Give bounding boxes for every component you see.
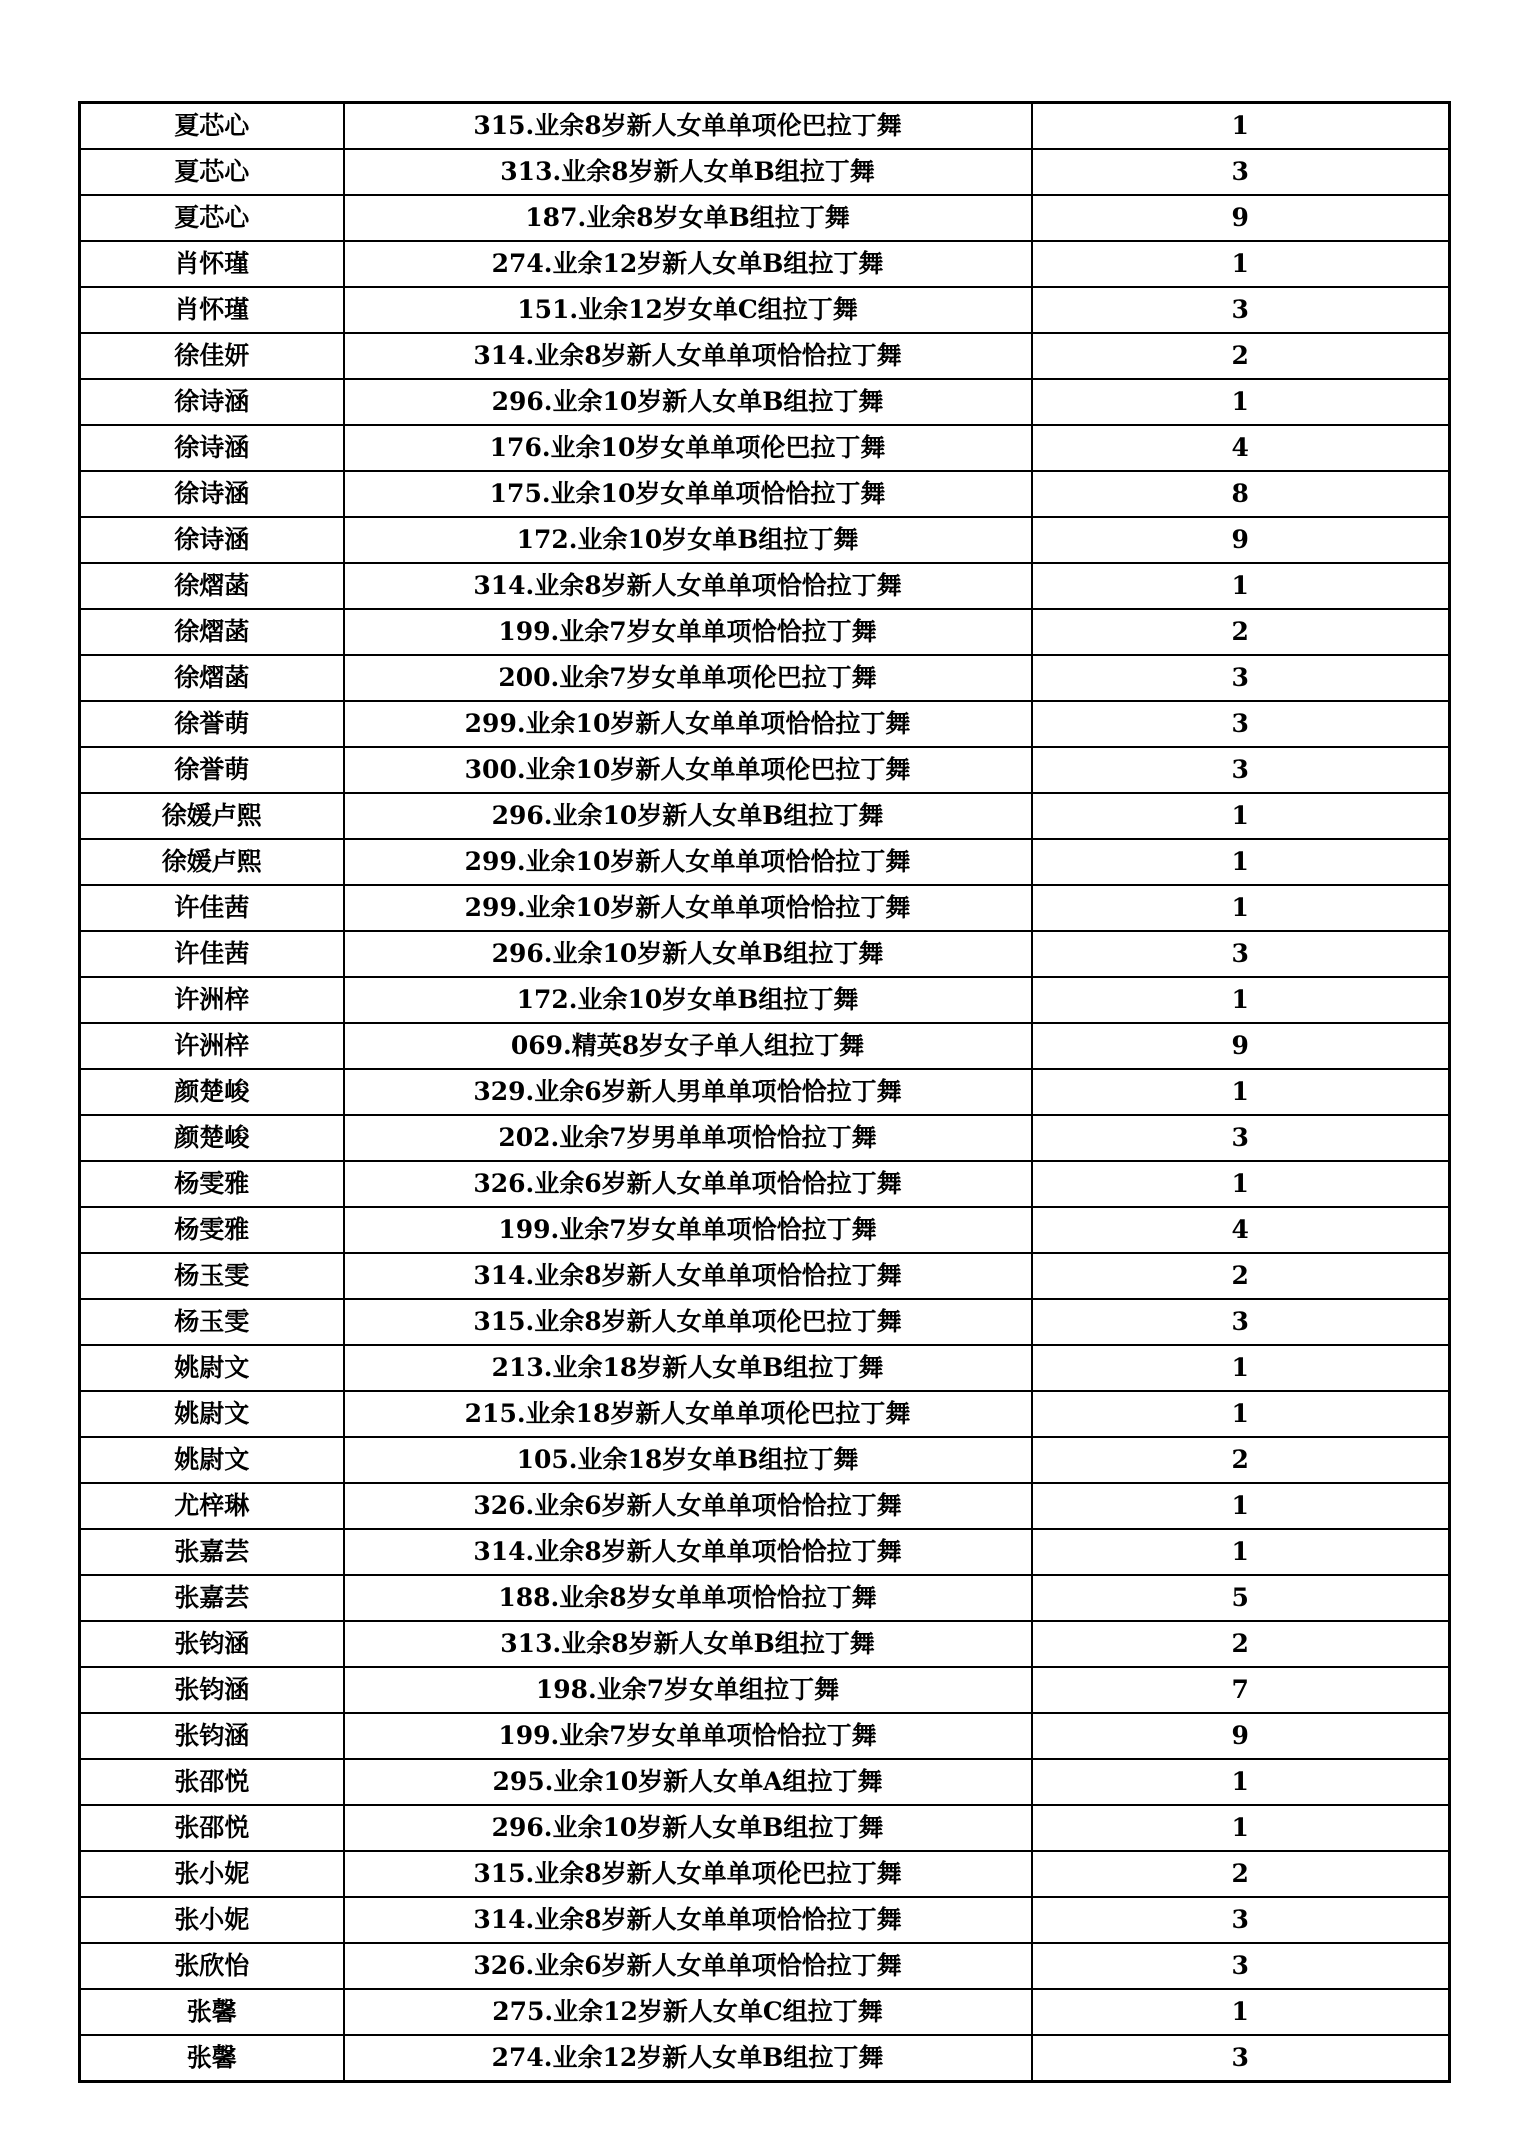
table-row: [80, 287, 1450, 333]
rank-cell: 4: [1032, 1207, 1450, 1253]
athlete-name-cell: 徐媛卢熙: [80, 839, 344, 885]
event-name-cell: 313.业余8岁新人女单B组拉丁舞: [344, 149, 1032, 195]
table-row: [80, 1575, 1450, 1621]
athlete-name-cell: 徐诗涵: [80, 379, 344, 425]
rank-cell: 9: [1032, 1023, 1450, 1069]
rank-cell: 1: [1032, 977, 1450, 1023]
table-row: [80, 2035, 1450, 2082]
table-row: [80, 1851, 1450, 1897]
athlete-name-cell: 杨玉雯: [80, 1299, 344, 1345]
event-name-cell: 274.业余12岁新人女单B组拉丁舞: [344, 2035, 1032, 2082]
table-row: [80, 793, 1450, 839]
rank-cell: 9: [1032, 1713, 1450, 1759]
table-row: [80, 1161, 1450, 1207]
table-row: [80, 747, 1450, 793]
rank-cell: 1: [1032, 1989, 1450, 2035]
table-row: [80, 609, 1450, 655]
event-name-cell: 315.业余8岁新人女单单项伦巴拉丁舞: [344, 1299, 1032, 1345]
event-name-cell: 315.业余8岁新人女单单项伦巴拉丁舞: [344, 1851, 1032, 1897]
rank-cell: 3: [1032, 287, 1450, 333]
table-row: [80, 701, 1450, 747]
athlete-name-cell: 张钧涵: [80, 1713, 344, 1759]
table-row: [80, 1115, 1450, 1161]
athlete-name-cell: 徐熠菡: [80, 655, 344, 701]
table-row: [80, 885, 1450, 931]
athlete-name-cell: 夏芯心: [80, 149, 344, 195]
event-name-cell: 296.业余10岁新人女单B组拉丁舞: [344, 379, 1032, 425]
table-row: [80, 931, 1450, 977]
athlete-name-cell: 徐媛卢熙: [80, 793, 344, 839]
athlete-name-cell: 徐熠菡: [80, 563, 344, 609]
athlete-name-cell: 张邵悦: [80, 1805, 344, 1851]
table-row: [80, 1391, 1450, 1437]
table-row: [80, 1805, 1450, 1851]
rank-cell: 1: [1032, 1529, 1450, 1575]
athlete-name-cell: 徐佳妍: [80, 333, 344, 379]
rank-cell: 3: [1032, 2035, 1450, 2082]
athlete-name-cell: 徐诗涵: [80, 425, 344, 471]
athlete-name-cell: 许佳茜: [80, 931, 344, 977]
results-table: [78, 101, 1451, 2083]
rank-cell: 2: [1032, 1621, 1450, 1667]
athlete-name-cell: 徐诗涵: [80, 517, 344, 563]
table-row: [80, 379, 1450, 425]
athlete-name-cell: 杨玉雯: [80, 1253, 344, 1299]
rank-cell: 2: [1032, 1437, 1450, 1483]
event-name-cell: 151.业余12岁女单C组拉丁舞: [344, 287, 1032, 333]
event-name-cell: 199.业余7岁女单单项恰恰拉丁舞: [344, 1207, 1032, 1253]
table-row: [80, 149, 1450, 195]
athlete-name-cell: 肖怀瑾: [80, 287, 344, 333]
athlete-name-cell: 徐誉萌: [80, 701, 344, 747]
rank-cell: 1: [1032, 1805, 1450, 1851]
athlete-name-cell: 张邵悦: [80, 1759, 344, 1805]
event-name-cell: 296.业余10岁新人女单B组拉丁舞: [344, 1805, 1032, 1851]
table-row: [80, 1253, 1450, 1299]
table-row: [80, 1943, 1450, 1989]
event-name-cell: 200.业余7岁女单单项伦巴拉丁舞: [344, 655, 1032, 701]
event-name-cell: 172.业余10岁女单B组拉丁舞: [344, 977, 1032, 1023]
rank-cell: 3: [1032, 1115, 1450, 1161]
event-name-cell: 326.业余6岁新人女单单项恰恰拉丁舞: [344, 1943, 1032, 1989]
table-row: [80, 977, 1450, 1023]
athlete-name-cell: 张钧涵: [80, 1621, 344, 1667]
athlete-name-cell: 徐熠菡: [80, 609, 344, 655]
table-row: [80, 839, 1450, 885]
table-row: [80, 333, 1450, 379]
event-name-cell: 274.业余12岁新人女单B组拉丁舞: [344, 241, 1032, 287]
table-row: [80, 195, 1450, 241]
rank-cell: 3: [1032, 931, 1450, 977]
rank-cell: 3: [1032, 1299, 1450, 1345]
event-name-cell: 299.业余10岁新人女单单项恰恰拉丁舞: [344, 701, 1032, 747]
table-row: [80, 1989, 1450, 2035]
event-name-cell: 315.业余8岁新人女单单项伦巴拉丁舞: [344, 103, 1032, 150]
rank-cell: 8: [1032, 471, 1450, 517]
rank-cell: 2: [1032, 1253, 1450, 1299]
rank-cell: 3: [1032, 149, 1450, 195]
rank-cell: 3: [1032, 1943, 1450, 1989]
athlete-name-cell: 尤梓琳: [80, 1483, 344, 1529]
event-name-cell: 176.业余10岁女单单项伦巴拉丁舞: [344, 425, 1032, 471]
rank-cell: 3: [1032, 747, 1450, 793]
event-name-cell: 069.精英8岁女子单人组拉丁舞: [344, 1023, 1032, 1069]
event-name-cell: 300.业余10岁新人女单单项伦巴拉丁舞: [344, 747, 1032, 793]
rank-cell: 2: [1032, 1851, 1450, 1897]
event-name-cell: 199.业余7岁女单单项恰恰拉丁舞: [344, 1713, 1032, 1759]
athlete-name-cell: 姚尉文: [80, 1391, 344, 1437]
rank-cell: 3: [1032, 701, 1450, 747]
athlete-name-cell: 姚尉文: [80, 1345, 344, 1391]
table-row: [80, 1023, 1450, 1069]
rank-cell: 9: [1032, 517, 1450, 563]
event-name-cell: 175.业余10岁女单单项恰恰拉丁舞: [344, 471, 1032, 517]
athlete-name-cell: 张馨: [80, 1989, 344, 2035]
table-row: [80, 241, 1450, 287]
table-row: [80, 1069, 1450, 1115]
athlete-name-cell: 许佳茜: [80, 885, 344, 931]
event-name-cell: 329.业余6岁新人男单单项恰恰拉丁舞: [344, 1069, 1032, 1115]
table-row: [80, 425, 1450, 471]
event-name-cell: 198.业余7岁女单组拉丁舞: [344, 1667, 1032, 1713]
athlete-name-cell: 肖怀瑾: [80, 241, 344, 287]
table-row: [80, 1207, 1450, 1253]
event-name-cell: 275.业余12岁新人女单C组拉丁舞: [344, 1989, 1032, 2035]
athlete-name-cell: 杨雯雅: [80, 1207, 344, 1253]
event-name-cell: 314.业余8岁新人女单单项恰恰拉丁舞: [344, 1253, 1032, 1299]
athlete-name-cell: 张欣怡: [80, 1943, 344, 1989]
rank-cell: 1: [1032, 885, 1450, 931]
table-row: [80, 655, 1450, 701]
athlete-name-cell: 夏芯心: [80, 103, 344, 150]
event-name-cell: 188.业余8岁女单单项恰恰拉丁舞: [344, 1575, 1032, 1621]
rank-cell: 1: [1032, 839, 1450, 885]
rank-cell: 1: [1032, 241, 1450, 287]
rank-cell: 1: [1032, 1759, 1450, 1805]
event-name-cell: 314.业余8岁新人女单单项恰恰拉丁舞: [344, 1529, 1032, 1575]
athlete-name-cell: 许洲梓: [80, 977, 344, 1023]
rank-cell: 1: [1032, 103, 1450, 150]
event-name-cell: 299.业余10岁新人女单单项恰恰拉丁舞: [344, 839, 1032, 885]
athlete-name-cell: 张小妮: [80, 1851, 344, 1897]
athlete-name-cell: 张嘉芸: [80, 1529, 344, 1575]
rank-cell: 5: [1032, 1575, 1450, 1621]
rank-cell: 4: [1032, 425, 1450, 471]
athlete-name-cell: 徐誉萌: [80, 747, 344, 793]
event-name-cell: 313.业余8岁新人女单B组拉丁舞: [344, 1621, 1032, 1667]
event-name-cell: 314.业余8岁新人女单单项恰恰拉丁舞: [344, 1897, 1032, 1943]
event-name-cell: 213.业余18岁新人女单B组拉丁舞: [344, 1345, 1032, 1391]
rank-cell: 7: [1032, 1667, 1450, 1713]
table-row: [80, 1759, 1450, 1805]
event-name-cell: 314.业余8岁新人女单单项恰恰拉丁舞: [344, 333, 1032, 379]
table-row: [80, 1345, 1450, 1391]
event-name-cell: 215.业余18岁新人女单单项伦巴拉丁舞: [344, 1391, 1032, 1437]
table-row: [80, 1897, 1450, 1943]
event-name-cell: 326.业余6岁新人女单单项恰恰拉丁舞: [344, 1483, 1032, 1529]
athlete-name-cell: 颜楚峻: [80, 1115, 344, 1161]
rank-cell: 1: [1032, 1161, 1450, 1207]
rank-cell: 1: [1032, 793, 1450, 839]
rank-cell: 1: [1032, 563, 1450, 609]
athlete-name-cell: 颜楚峻: [80, 1069, 344, 1115]
rank-cell: 1: [1032, 1069, 1450, 1115]
table-row: [80, 1621, 1450, 1667]
athlete-name-cell: 夏芯心: [80, 195, 344, 241]
rank-cell: 1: [1032, 1483, 1450, 1529]
athlete-name-cell: 徐诗涵: [80, 471, 344, 517]
table-row: [80, 1667, 1450, 1713]
table-row: [80, 1713, 1450, 1759]
athlete-name-cell: 杨雯雅: [80, 1161, 344, 1207]
rank-cell: 2: [1032, 609, 1450, 655]
rank-cell: 2: [1032, 333, 1450, 379]
athlete-name-cell: 许洲梓: [80, 1023, 344, 1069]
event-name-cell: 296.业余10岁新人女单B组拉丁舞: [344, 931, 1032, 977]
athlete-name-cell: 姚尉文: [80, 1437, 344, 1483]
event-name-cell: 296.业余10岁新人女单B组拉丁舞: [344, 793, 1032, 839]
results-table-body: [80, 103, 1450, 2082]
table-row: [80, 1483, 1450, 1529]
table-row: [80, 1299, 1450, 1345]
table-row: [80, 517, 1450, 563]
event-name-cell: 314.业余8岁新人女单单项恰恰拉丁舞: [344, 563, 1032, 609]
athlete-name-cell: 张嘉芸: [80, 1575, 344, 1621]
event-name-cell: 172.业余10岁女单B组拉丁舞: [344, 517, 1032, 563]
event-name-cell: 326.业余6岁新人女单单项恰恰拉丁舞: [344, 1161, 1032, 1207]
athlete-name-cell: 张馨: [80, 2035, 344, 2082]
event-name-cell: 202.业余7岁男单单项恰恰拉丁舞: [344, 1115, 1032, 1161]
event-name-cell: 295.业余10岁新人女单A组拉丁舞: [344, 1759, 1032, 1805]
event-name-cell: 187.业余8岁女单B组拉丁舞: [344, 195, 1032, 241]
event-name-cell: 199.业余7岁女单单项恰恰拉丁舞: [344, 609, 1032, 655]
rank-cell: 3: [1032, 655, 1450, 701]
table-row: [80, 1529, 1450, 1575]
rank-cell: 3: [1032, 1897, 1450, 1943]
rank-cell: 9: [1032, 195, 1450, 241]
rank-cell: 1: [1032, 1391, 1450, 1437]
table-row: [80, 1437, 1450, 1483]
table-row: [80, 563, 1450, 609]
athlete-name-cell: 张小妮: [80, 1897, 344, 1943]
event-name-cell: 105.业余18岁女单B组拉丁舞: [344, 1437, 1032, 1483]
rank-cell: 1: [1032, 379, 1450, 425]
table-row: [80, 471, 1450, 517]
rank-cell: 1: [1032, 1345, 1450, 1391]
athlete-name-cell: 张钧涵: [80, 1667, 344, 1713]
event-name-cell: 299.业余10岁新人女单单项恰恰拉丁舞: [344, 885, 1032, 931]
table-row: [80, 103, 1450, 150]
